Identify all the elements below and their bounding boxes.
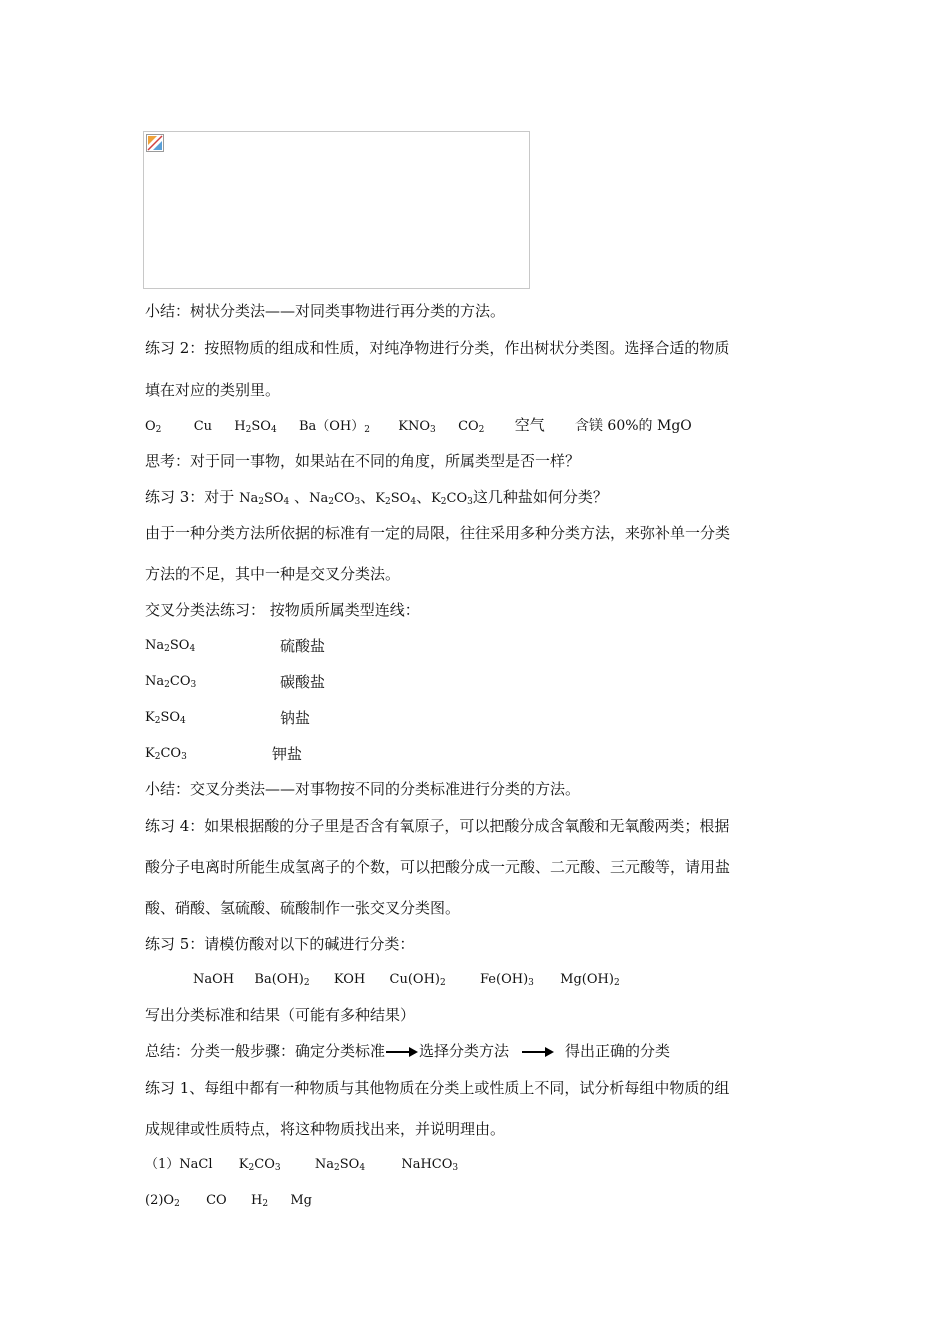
image-placeholder	[143, 131, 530, 289]
summary-tree-classification: 小结：树状分类法——对同类事物进行再分类的方法。	[145, 302, 506, 320]
write-standards: 写出分类标准和结果（可能有多种结果）	[145, 1006, 416, 1024]
group-1-label: （1）NaCl	[145, 1157, 213, 1172]
cross-row: $Na_2SO_4$	[145, 638, 196, 654]
base-list	[193, 970, 620, 990]
k2co3-formula: $K_2CO_3$	[431, 491, 473, 507]
category-carbonate: 碳酸盐	[280, 673, 326, 691]
arrow-right-icon	[385, 1046, 419, 1058]
broken-image-icon	[146, 134, 164, 152]
exercise-1-line-2: 成规律或性质特点，将这种物质找出来，并说明理由。	[145, 1120, 506, 1138]
cu-formula: Cu	[193, 419, 213, 434]
exercise-2-line-1: 练习 2：按照物质的组成和性质，对纯净物进行分类，作出树状分类图。选择合适的物质	[145, 339, 730, 357]
na2co3-formula: $Na_2CO_3$	[309, 491, 361, 507]
exercise-3: 练习 3：对于 $Na_2SO_4$ 、$Na_2CO_3$、$K_2SO_4$、$K_2CO_3$这几种盐如何分类？	[145, 488, 608, 507]
co2-formula: $CO_2$	[458, 419, 485, 435]
limitation-line-2: 方法的不足，其中一种是交叉分类法。	[145, 565, 401, 583]
h2-formula: $H_2$	[250, 1193, 269, 1209]
exercise-4-line-1: 练习 4：如果根据酸的分子里是否含有氧原子，可以把酸分成含氧酸和无氧酸两类；根据	[145, 817, 730, 835]
nahco3-formula: NaHCO$_3$	[401, 1157, 459, 1173]
think-question: 思考：对于同一事物，如果站在不同的角度，所属类型是否一样？	[145, 452, 581, 470]
exercise-5: 练习 5：请模仿酸对以下的碱进行分类：	[145, 935, 415, 953]
kno3-formula: $KNO_3$	[398, 419, 436, 435]
arrow-right-icon	[521, 1046, 555, 1058]
koh-formula: KOH	[333, 972, 366, 987]
naoh-formula: NaOH	[193, 972, 235, 987]
k2co3-formula: $K_2CO_3$	[238, 1157, 281, 1173]
feoh3-formula: $Fe(OH)_3$	[480, 972, 534, 988]
mgo-label: 含镁 60%的 MgO	[574, 418, 692, 434]
exercise-4-line-2: 酸分子电离时所能生成氢离子的个数，可以把酸分成一元酸、二元酸、三元酸等，请用盐	[145, 858, 731, 876]
exercise-4-line-3: 酸、硝酸、氢硫酸、硫酸制作一张交叉分类图。	[145, 899, 461, 917]
category-potassium-salt: 钾盐	[272, 745, 303, 763]
classification-steps: 总结：分类一般步骤：确定分类标准 选择分类方法 得出正确的分类	[145, 1042, 671, 1060]
co-formula: CO	[206, 1193, 227, 1208]
o2-formula: $O_2$	[145, 419, 162, 435]
mgoh2-formula: $Mg(OH)_2$	[560, 972, 620, 988]
k2so4-formula: $K_2SO_4$	[375, 491, 417, 507]
cross-row: $Na_2CO_3$	[145, 674, 197, 690]
group-2-label: $(2)O_2$	[145, 1193, 180, 1209]
substance-list	[145, 415, 692, 437]
baoh2-formula: $Ba(OH)_2$	[254, 972, 310, 988]
category-sulfate: 硫酸盐	[280, 637, 326, 655]
cross-row: $K_2CO_3$	[145, 746, 187, 762]
exercise-1-line-1: 练习 1、每组中都有一种物质与其他物质在分类上或性质上不同，试分析每组中物质的组	[145, 1079, 730, 1097]
group-2	[145, 1191, 312, 1211]
na2so4-formula: $Na_2SO_4$	[314, 1157, 366, 1173]
air-label: 空气	[514, 416, 545, 434]
category-sodium-salt: 钠盐	[280, 709, 311, 727]
cross-row: $K_2SO_4$	[145, 710, 186, 726]
group-1	[145, 1155, 458, 1175]
h2so4-formula: $H_2SO_4$	[234, 419, 277, 435]
cross-classification-title: 交叉分类法练习： 按物质所属类型连线：	[145, 601, 420, 619]
mg-formula: Mg	[290, 1193, 312, 1208]
baoh2-formula: $Ba(OH)_2$	[298, 419, 371, 435]
summary-cross-classification: 小结：交叉分类法——对事物按不同的分类标准进行分类的方法。	[145, 780, 581, 798]
na2so4-formula: $Na_2SO_4$	[239, 491, 290, 507]
limitation-line-1: 由于一种分类方法所依据的标准有一定的局限，往往采用多种分类方法，来弥补单一分类	[145, 524, 731, 542]
cuoh2-formula: $Cu(OH)_2$	[389, 972, 446, 988]
exercise-2-line-2: 填在对应的类别里。	[145, 381, 281, 399]
